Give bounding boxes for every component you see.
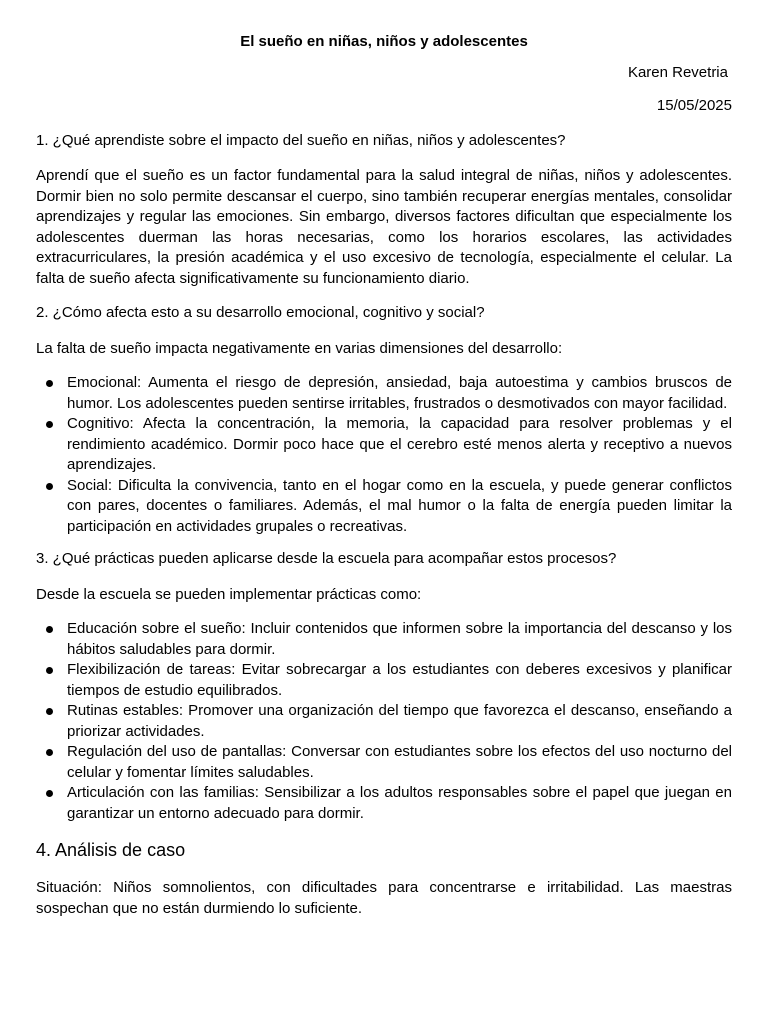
list-item: [67, 476, 732, 538]
list-item-text: Flexibilización de tareas: Evitar sobrecargar a los estudiantes con deberes excesivos y planificar tiempos de estudio equilibrados.: [67, 661, 732, 699]
bullet-icon: [46, 667, 53, 674]
list-item: [67, 783, 732, 824]
list-item: [67, 414, 732, 476]
list-item-text: Social: Dificulta la convivencia, tanto en el hogar como en la escuela, y puede generar conflictos con pares, docentes o familiares. Además, el mal humor o la falta de energía pueden limitar la participación en actividades grupales o recreativas.: [67, 476, 732, 535]
bullet-icon: [46, 483, 53, 490]
document-title: El sueño en niñas, niños y adolescentes: [240, 33, 528, 50]
list-item: [67, 701, 732, 742]
list-item: [67, 660, 732, 701]
list-item-text: Regulación del uso de pantallas: Conversar con estudiantes sobre los efectos del uso nocturno del celular y fomentar límites saludables.: [67, 743, 732, 781]
bullet-icon: [46, 421, 53, 428]
list-item-text: Cognitivo: Afecta la concentración, la memoria, la capacidad para resolver problemas y el rendimiento académico. Dormir poco hace que el cerebro esté menos alerta y receptivo a nuevos aprendizajes.: [67, 415, 732, 473]
document-date: 15/05/2025: [656, 97, 732, 114]
answer-1: Aprendí que el sueño es un factor fundamental para la salud integral de niñas, niños y adolescentes. Dormir bien no solo permite descansar el cuerpo, sino también recuperar energías mentales, consolidar aprendizajes y regular las emociones. Sin embargo, diversos factores dificultan que especialmente los adolescentes duerman las horas necesarias, como los horarios escolares, las actividades extracurriculares, la presión académica y el uso excesivo de tecnología, especialmente el celular. La falta de sueño afecta significativamente su funcionamiento diario.: [36, 167, 732, 287]
list-item: [67, 373, 732, 414]
bullet-icon: [46, 708, 53, 715]
list-item-text: Educación sobre el sueño: Incluir contenidos que informen sobre la importancia del descanso y los hábitos saludables para dormir.: [67, 620, 732, 658]
answer-3-intro: Desde la escuela se pueden implementar prácticas como:: [36, 585, 422, 603]
section-4-heading: 4. Análisis de caso: [36, 840, 186, 860]
list-item: [67, 742, 732, 783]
question-1: 1. ¿Qué aprendiste sobre el impacto del sueño en niñas, niños y adolescentes?: [36, 131, 566, 149]
bullet-icon: [46, 790, 53, 797]
author-name: Karen Revetria: [627, 63, 728, 81]
practices-list: [36, 619, 732, 824]
question-3: 3. ¿Qué prácticas pueden aplicarse desde la escuela para acompañar estos procesos?: [36, 550, 617, 567]
list-item-text: Rutinas estables: Promover una organización del tiempo que favorezca el descanso, enseñando a priorizar actividades.: [67, 702, 732, 740]
answer-2-intro: La falta de sueño impacta negativamente en varias dimensiones del desarrollo:: [36, 339, 563, 357]
bullet-icon: [46, 626, 53, 633]
list-item: [67, 619, 732, 660]
case-situation: Situación: Niños somnolientos, con dificultades para concentrarse e irritabilidad. Las maestras sospechan que no están durmiendo lo suficiente.: [36, 879, 732, 917]
bullet-icon: [46, 749, 53, 756]
development-list: [36, 373, 732, 537]
question-2: 2. ¿Cómo afecta esto a su desarrollo emocional, cognitivo y social?: [36, 304, 485, 321]
bullet-icon: [46, 380, 53, 387]
list-item-text: Emocional: Aumenta el riesgo de depresión, ansiedad, baja autoestima y cambios bruscos de humor. Los adolescentes pueden sentirse irritables, frustrados o desmotivados con mayor facilidad.: [67, 374, 732, 412]
list-item-text: Articulación con las familias: Sensibilizar a los adultos responsables sobre el papel que juegan en garantizar un entorno adecuado para dormir.: [67, 784, 732, 822]
